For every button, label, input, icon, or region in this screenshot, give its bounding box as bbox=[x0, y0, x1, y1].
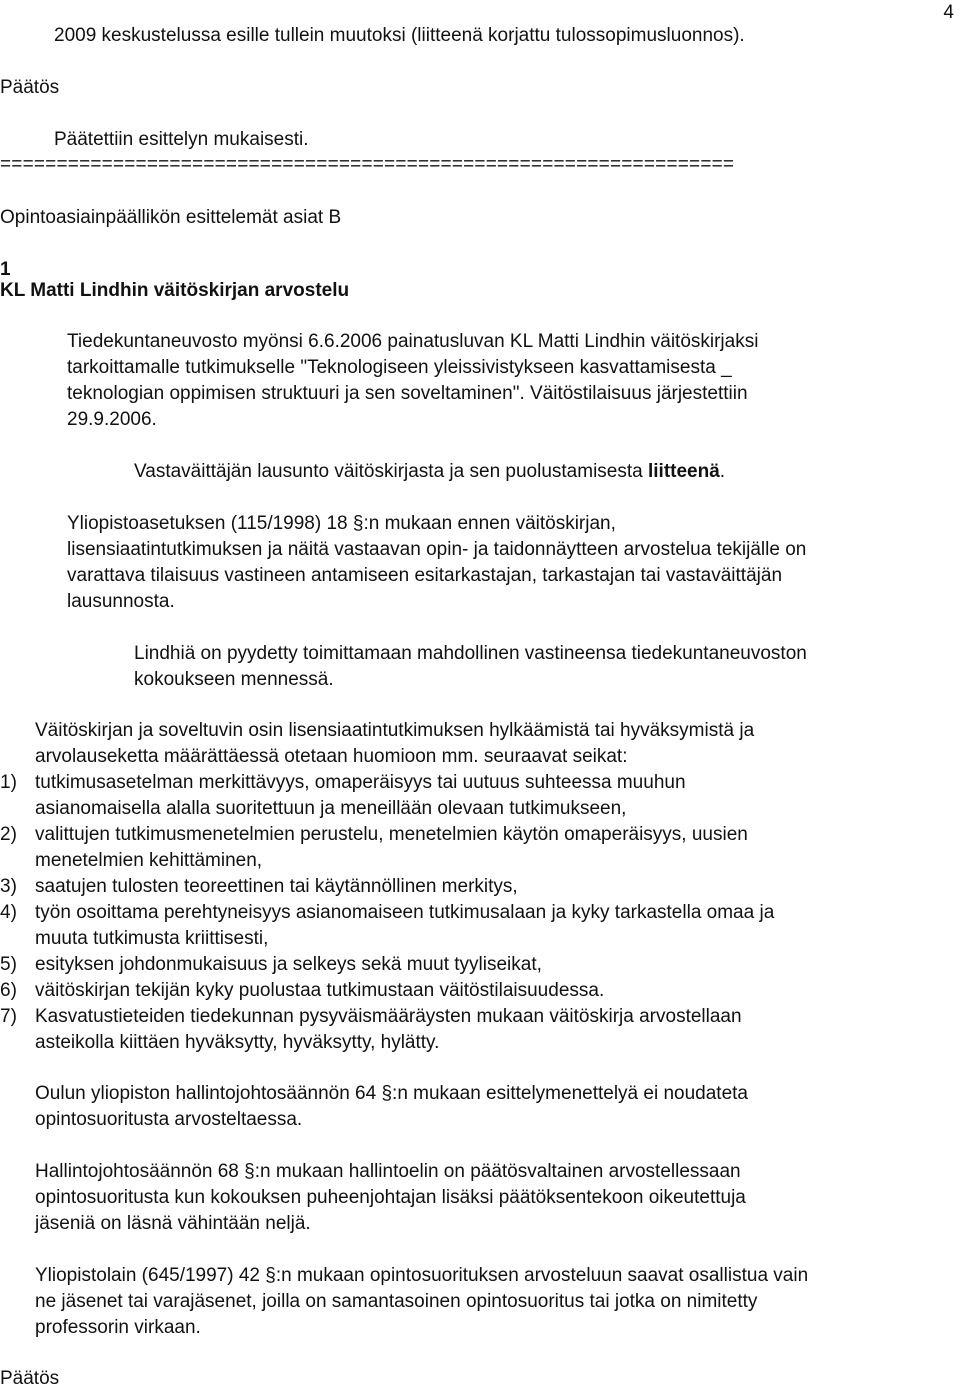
criteria-number: 4) bbox=[0, 902, 17, 923]
section-title: Opintoasiainpäällikön esittelemät asiat B bbox=[0, 207, 342, 228]
decree-paragraph-line: lisensiaatintutkimuksen ja näitä vastaavan opin- ja taidonnäytteen arvostelua tekijälle on bbox=[67, 539, 807, 560]
opponent-statement bbox=[134, 459, 725, 485]
criteria-item-line: valittujen tutkimusmenetelmien perustelu, menetelmien käytön omaperäisyys, uusien bbox=[35, 824, 748, 845]
criteria-number: 7) bbox=[0, 1006, 17, 1027]
item-number: 1 bbox=[0, 259, 11, 280]
decree-paragraph-line: Yliopistoasetuksen (115/1998) 18 §:n mukaan ennen väitöskirjan, bbox=[67, 513, 616, 534]
intro-paragraph-line: teknologian oppimisen struktuuri ja sen soveltaminen". Väitöstilaisuus järjestettiin bbox=[67, 383, 748, 404]
attachment-reference: liitteenä bbox=[647, 461, 720, 482]
criteria-item-line: menetelmien kehittäminen, bbox=[35, 850, 263, 871]
page-number: 4 bbox=[943, 2, 954, 23]
criteria-intro-line: Väitöskirjan ja soveltuvin osin lisensiaatintutkimuksen hylkäämistä tai hyväksymistä ja bbox=[35, 720, 755, 741]
lindh-paragraph-line: kokoukseen mennessä. bbox=[134, 669, 334, 690]
decree-paragraph-line: varattava tilaisuus vastineen antamiseen esitarkastajan, tarkastajan tai vastaväittäjän bbox=[67, 565, 783, 586]
oulu-rules-line: opintosuoritusta arvosteltaessa. bbox=[35, 1109, 303, 1130]
criteria-number: 1) bbox=[0, 772, 17, 793]
separator-line: ================================================================= bbox=[0, 154, 735, 175]
oulu-rules-line: Oulun yliopiston hallintojohtosäännön 64 §:n mukaan esittelymenettelyä ei noudateta bbox=[35, 1083, 748, 1104]
criteria-item-line: väitöskirjan tekijän kyky puolustaa tutkimustaan väitöstilaisuudessa. bbox=[35, 980, 605, 1001]
administration-rules-line: opintosuoritusta kun kokouksen puheenjohtajan lisäksi päätöksentekoon oikeutettuja bbox=[35, 1187, 746, 1208]
intro-paragraph-line: Tiedekuntaneuvosto myönsi 6.6.2006 painatusluvan KL Matti Lindhin väitöskirjaksi bbox=[67, 331, 759, 352]
criteria-number: 2) bbox=[0, 824, 17, 845]
criteria-number: 6) bbox=[0, 980, 17, 1001]
criteria-item-line: esityksen johdonmukaisuus ja selkeys sekä muut tyyliseikat, bbox=[35, 954, 542, 975]
criteria-item-line: Kasvatustieteiden tiedekunnan pysyväismääräysten mukaan väitöskirja arvostellaan bbox=[35, 1006, 742, 1027]
criteria-item-line: saatujen tulosten teoreettinen tai käytännöllinen merkitys, bbox=[35, 876, 518, 897]
criteria-item-line: työn osoittama perehtyneisyys asianomaiseen tutkimusalaan ja kyky tarkastella omaa ja bbox=[35, 902, 775, 923]
administration-rules-line: jäseniä on läsnä vähintään neljä. bbox=[35, 1213, 311, 1234]
criteria-number: 5) bbox=[0, 954, 17, 975]
intro-line: 2009 keskustelussa esille tullein muutoksi (liitteenä korjattu tulossopimusluonnos). bbox=[54, 25, 745, 46]
opponent-end: . bbox=[719, 461, 726, 482]
opponent-text: Vastaväittäjän lausunto väitöskirjasta ja sen puolustamisesta bbox=[134, 461, 648, 482]
lindh-paragraph-line: Lindhiä on pyydetty toimittamaan mahdollinen vastineensa tiedekuntaneuvoston bbox=[134, 643, 807, 664]
intro-paragraph-line: 29.9.2006. bbox=[67, 409, 157, 430]
criteria-item-line: tutkimusasetelman merkittävyys, omaperäisyys tai uutuus suhteessa muuhun bbox=[35, 772, 686, 793]
decree-paragraph-line: lausunnosta. bbox=[67, 591, 175, 612]
decision-text: Päätettiin esittelyn mukaisesti. bbox=[54, 129, 309, 150]
university-law-line: professorin virkaan. bbox=[35, 1317, 201, 1338]
administration-rules-line: Hallintojohtosäännön 68 §:n mukaan hallintoelin on päätösvaltainen arvostellessaan bbox=[35, 1161, 741, 1182]
item-title: KL Matti Lindhin väitöskirjan arvostelu bbox=[0, 280, 350, 301]
criteria-item-line: asteikolla kiittäen hyväksytty, hyväksytty, hylätty. bbox=[35, 1032, 440, 1053]
university-law-line: Yliopistolain (645/1997) 42 §:n mukaan opintosuorituksen arvosteluun saavat osallistua vain bbox=[35, 1265, 809, 1286]
criteria-intro-line: arvolauseketta määrättäessä otetaan huomioon mm. seuraavat seikat: bbox=[35, 746, 628, 767]
intro-paragraph-line: tarkoittamalle tutkimukselle "Teknologiseen yleissivistykseen kasvattamisesta _ bbox=[67, 357, 732, 378]
final-decision-heading: Päätös bbox=[0, 1368, 60, 1389]
criteria-item-line: asianomaisella alalla suoritettuun ja meneillään olevaan tutkimukseen, bbox=[35, 798, 627, 819]
criteria-number: 3) bbox=[0, 876, 17, 897]
criteria-item-line: muuta tutkimusta kriittisesti, bbox=[35, 928, 269, 949]
university-law-line: ne jäsenet tai varajäsenet, joilla on samantasoinen opintosuoritus tai jotka on nimitetty bbox=[35, 1291, 758, 1312]
decision-heading: Päätös bbox=[0, 77, 60, 98]
